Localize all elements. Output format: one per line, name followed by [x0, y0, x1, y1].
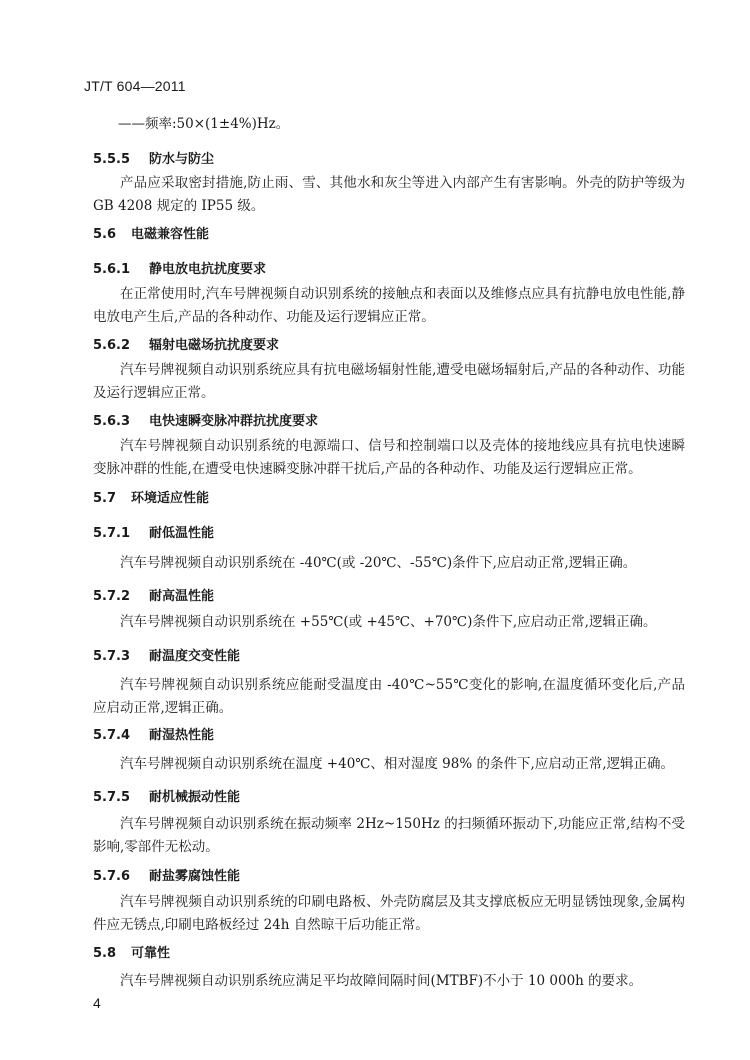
paragraph: 汽车号牌视频自动识别系统在振动频率 2Hz~150Hz 的扫频循环振动下,功能应正常,结构不受影响,零部件无松动。: [93, 816, 685, 855]
section-heading-5-7: [93, 487, 209, 506]
section-heading-5-7-1: [93, 522, 214, 541]
section-heading-5-7-6: [93, 865, 240, 884]
section-number: 5.7.5: [93, 790, 131, 805]
section-title: 静电放电抗扰度要求: [149, 262, 267, 277]
section-title: 耐低温性能: [149, 526, 215, 541]
section-title: 辐射电磁场抗扰度要求: [149, 338, 280, 353]
paragraph: 汽车号牌视频自动识别系统的印刷电路板、外壳防腐层及其支撑底板应无明显锈蚀现象,金属构件应无锈点,印刷电路板经过 24h 自然晾干后功能正常。: [93, 894, 685, 933]
paragraph: 汽车号牌视频自动识别系统应能耐受温度由 -40℃~55℃变化的影响,在温度循环变化后,产品应启动正常,逻辑正确。: [93, 677, 685, 716]
standard-code: JT/T 604—2011: [84, 78, 186, 94]
page-number: 4: [93, 995, 101, 1011]
section-title: 耐高温性能: [149, 589, 215, 604]
section-number: 5.6: [93, 227, 117, 242]
section-number: 5.6.1: [93, 262, 131, 277]
section-title: 耐盐雾腐蚀性能: [149, 869, 241, 884]
section-number: 5.6.3: [93, 414, 131, 429]
frequency-list-item: ——频率:50×(1±4%)Hz。: [118, 116, 290, 132]
paragraph: 汽车号牌视频自动识别系统应具有抗电磁场辐射性能,遭受电磁场辐射后,产品的各种动作、功能及运行逻辑应正常。: [93, 362, 685, 401]
section-title: 可靠性: [131, 946, 171, 961]
section-number: 5.7.3: [93, 649, 131, 664]
paragraph: 汽车号牌视频自动识别系统在 -40℃(或 -20℃、-55℃)条件下,应启动正常,逻辑正确。: [120, 555, 637, 571]
section-number: 5.5.5: [93, 152, 131, 167]
paragraph: 汽车号牌视频自动识别系统在温度 +40℃、相对湿度 98% 的条件下,应启动正常,逻辑正确。: [120, 756, 675, 772]
section-title: 防水与防尘: [149, 152, 215, 167]
section-title: 电磁兼容性能: [131, 227, 210, 242]
section-heading-5-6-3: [93, 410, 318, 429]
paragraph: 汽车号牌视频自动识别系统在 +55℃(或 +45℃、+70℃)条件下,应启动正常,逻辑正确。: [120, 614, 657, 630]
section-heading-5-6-1: [93, 258, 266, 277]
section-heading-5-8: [93, 942, 170, 961]
section-heading-5-7-4: [93, 724, 214, 743]
section-number: 5.7: [93, 491, 117, 506]
section-title: 电快速瞬变脉冲群抗扰度要求: [149, 414, 319, 429]
section-number: 5.7.4: [93, 728, 131, 743]
section-heading-5-7-2: [93, 585, 214, 604]
section-heading-5-5-5: [93, 148, 214, 167]
section-number: 5.8: [93, 946, 117, 961]
paragraph: 产品应采取密封措施,防止雨、雪、其他水和灰尘等进入内部产生有害影响。外壳的防护等级为 GB 4208 规定的 IP55 级。: [93, 175, 685, 214]
paragraph: 汽车号牌视频自动识别系统的电源端口、信号和控制端口以及壳体的接地线应具有抗电快速瞬变脉冲群的性能,在遭受电快速瞬变脉冲群干扰后,产品的各种动作、功能及运行逻辑应正常。: [93, 438, 685, 477]
section-title: 耐温度交变性能: [149, 649, 241, 664]
section-number: 5.6.2: [93, 338, 131, 353]
section-heading-5-6-2: [93, 334, 279, 353]
section-title: 环境适应性能: [131, 491, 210, 506]
section-heading-5-7-5: [93, 786, 240, 805]
section-number: 5.7.6: [93, 869, 131, 884]
section-heading-5-6: [93, 223, 209, 242]
section-number: 5.7.1: [93, 526, 131, 541]
paragraph: 在正常使用时,汽车号牌视频自动识别系统的接触点和表面以及维修点应具有抗静电放电性能,静电放电产生后,产品的各种动作、功能及运行逻辑应正常。: [93, 286, 685, 325]
section-heading-5-7-3: [93, 645, 240, 664]
section-title: 耐机械振动性能: [149, 790, 241, 805]
section-title: 耐湿热性能: [149, 728, 215, 743]
paragraph: 汽车号牌视频自动识别系统应满足平均故障间隔时间(MTBF)不小于 10 000h 的要求。: [120, 973, 643, 989]
section-number: 5.7.2: [93, 589, 131, 604]
